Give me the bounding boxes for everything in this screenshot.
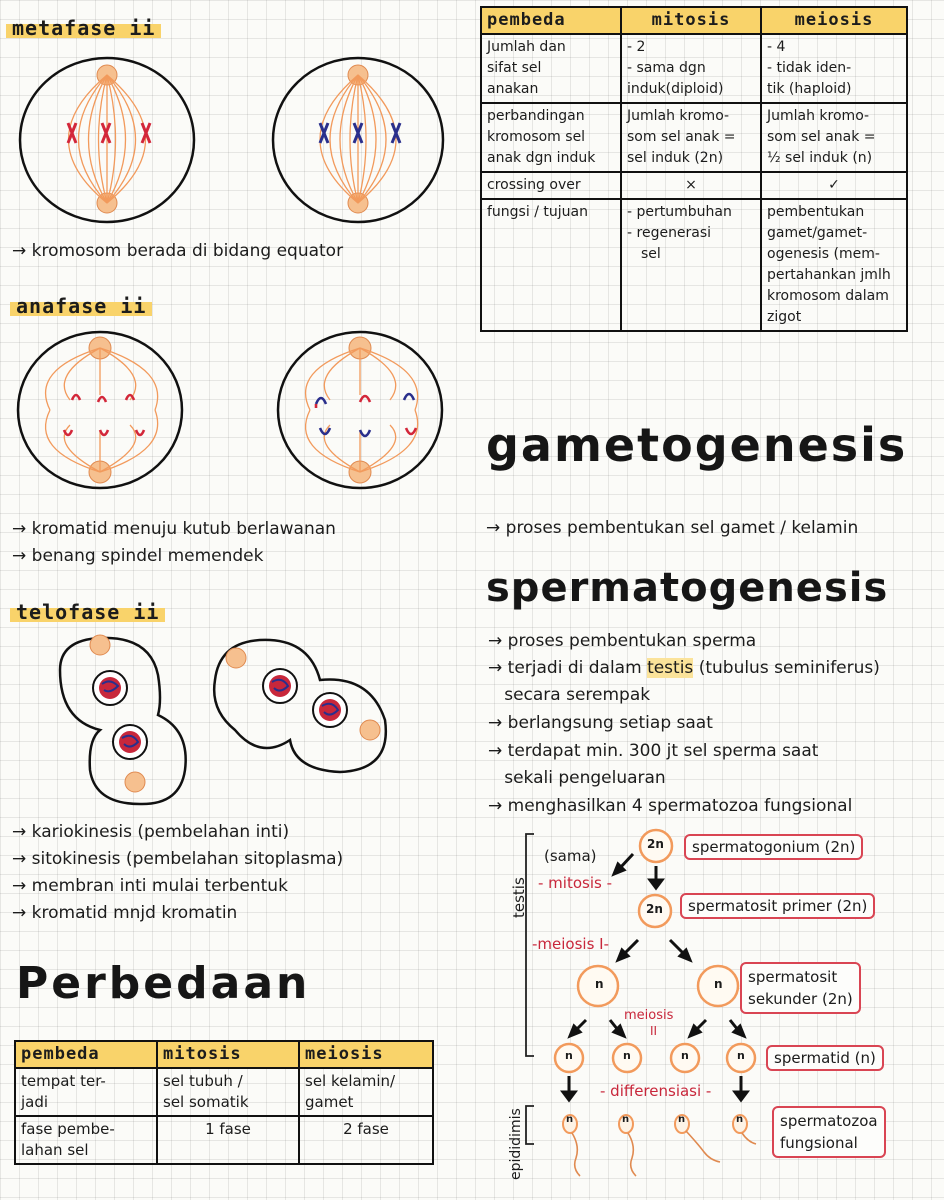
spermatozoa-line-1: spermatozoa xyxy=(780,1112,878,1130)
cell-n-label: n xyxy=(595,977,604,991)
cell-2n-label: 2n xyxy=(646,902,663,916)
cell-n-label: n xyxy=(681,1049,689,1062)
perbedaan-table xyxy=(14,1040,434,1165)
spermatosit-sekunder-label xyxy=(740,962,861,1014)
metafase-note: → kromosom berada di bidang equator xyxy=(12,241,344,261)
table-cell: Jumlah kromo- xyxy=(627,108,730,124)
comparison-header-mitosis: mitosis xyxy=(621,7,761,34)
telofase-diagram xyxy=(40,620,400,810)
table-cell: Jumlah dan xyxy=(487,39,566,55)
cell-n-label: n xyxy=(622,1114,630,1125)
perbedaan-title: Perbedaan xyxy=(16,958,311,1009)
meiosis-2-label: meiosis xyxy=(624,1008,674,1023)
testis-side-label: testis xyxy=(510,877,528,918)
comparison-header-meiosis: meiosis xyxy=(761,7,907,34)
table-cell: - regenerasi xyxy=(627,225,712,241)
anafase-title: anafase ii xyxy=(10,292,152,320)
spermatogenesis-note-4: → berlangsung setiap saat xyxy=(488,713,713,733)
table-cell: pembentukan xyxy=(767,204,865,220)
table-cell: × xyxy=(685,177,697,193)
meiosis-1-label: -meiosis I- xyxy=(532,935,609,953)
cell-n-label: n xyxy=(737,1049,745,1062)
table-cell: anak dgn induk xyxy=(487,150,596,166)
spermatozoa-line-2: fungsional xyxy=(780,1134,858,1152)
table-row xyxy=(481,34,907,103)
telofase-note-4: → kromatid mnjd kromatin xyxy=(12,903,238,923)
table-row xyxy=(481,103,907,172)
table-cell: - sama dgn xyxy=(627,60,706,76)
spermatogenesis-note-6: sekali pengeluaran xyxy=(488,768,666,788)
table-cell: gamet/gamet- xyxy=(767,225,868,241)
testis-highlight: testis xyxy=(647,658,694,678)
spermatogenesis-note-2 xyxy=(488,655,880,682)
perbedaan-header-meiosis: meiosis xyxy=(299,1041,433,1068)
table-cell: Jumlah kromo- xyxy=(767,108,870,124)
table-row xyxy=(15,1116,433,1164)
testis-rest: (tubulus seminiferus) xyxy=(693,658,880,678)
meiosis-2-roman: II xyxy=(650,1024,658,1038)
cell-n-label: n xyxy=(566,1114,574,1125)
mitosis-label: - mitosis - xyxy=(538,874,612,892)
gametogenesis-note: → proses pembentukan sel gamet / kelamin xyxy=(486,518,859,538)
table-cell: crossing over xyxy=(487,177,581,193)
table-cell: - tidak iden- xyxy=(767,60,852,76)
comparison-header-pembeda: pembeda xyxy=(481,7,621,34)
spermatogenesis-note-1: → proses pembentukan sperma xyxy=(488,631,757,651)
table-cell: - 4 xyxy=(767,39,786,55)
table-cell: 2 fase xyxy=(343,1120,389,1138)
perbedaan-header-pembeda: pembeda xyxy=(15,1041,157,1068)
table-cell: perbandingan xyxy=(487,108,585,124)
table-cell: induk(diploid) xyxy=(627,81,724,97)
table-cell: - pertumbuhan xyxy=(627,204,732,220)
table-cell: ½ sel induk (n) xyxy=(767,150,873,166)
table-cell: tempat ter- xyxy=(21,1072,106,1090)
telofase-note-3: → membran inti mulai terbentuk xyxy=(12,876,288,896)
metafase-title: metafase ii xyxy=(6,14,161,42)
perbedaan-header-mitosis: mitosis xyxy=(157,1041,299,1068)
comparison-table xyxy=(480,6,908,332)
cell-n-label: n xyxy=(678,1114,686,1125)
table-cell: fase pembe- xyxy=(21,1120,115,1138)
table-row xyxy=(15,1068,433,1116)
table-cell: som sel anak = xyxy=(627,129,736,145)
gametogenesis-title: gametogenesis xyxy=(486,418,908,472)
spermatosit-sekunder-line-2: sekunder (2n) xyxy=(748,990,853,1008)
spermatogenesis-title: spermatogenesis xyxy=(486,565,889,611)
table-cell: sel tubuh / xyxy=(163,1072,243,1090)
anafase-note-1: → kromatid menuju kutub berlawanan xyxy=(12,519,336,539)
table-cell: ✓ xyxy=(828,177,840,193)
spermatogenesis-note-5: → terdapat min. 300 jt sel sperma saat xyxy=(488,741,819,761)
cell-n-label: n xyxy=(565,1049,573,1062)
table-cell: sel induk (2n) xyxy=(627,150,724,166)
table-cell: sel somatik xyxy=(163,1093,249,1111)
table-cell: lahan sel xyxy=(21,1141,89,1159)
diferensiasi-label: - differensiasi - xyxy=(600,1082,712,1100)
telofase-note-1: → kariokinesis (pembelahan inti) xyxy=(12,822,290,842)
table-cell: zigot xyxy=(767,309,802,325)
table-cell: jadi xyxy=(21,1093,49,1111)
anafase-diagram xyxy=(10,330,450,495)
spermatid-label: spermatid (n) xyxy=(766,1045,884,1071)
cell-n-label: n xyxy=(714,977,723,991)
table-cell: kromosom sel xyxy=(487,129,586,145)
table-cell: sel xyxy=(641,246,661,262)
table-row xyxy=(481,172,907,199)
spermatogonium-label: spermatogonium (2n) xyxy=(684,834,863,860)
spermatogenesis-note-3: secara serempak xyxy=(488,685,651,705)
table-cell: anakan xyxy=(487,81,539,97)
spermatogenesis-note-2-text: → terjadi di dalam xyxy=(488,658,648,678)
table-cell: gamet xyxy=(305,1093,354,1111)
metafase-diagram xyxy=(10,55,450,225)
spermatozoa-label xyxy=(772,1106,886,1158)
table-row xyxy=(481,199,907,331)
table-cell: fungsi / tujuan xyxy=(487,204,588,220)
table-cell: pertahankan jmlh xyxy=(767,267,891,283)
sama-label: (sama) xyxy=(544,847,597,865)
cell-n-label: n xyxy=(736,1114,744,1125)
table-cell: sel kelamin/ xyxy=(305,1072,396,1090)
table-cell: som sel anak = xyxy=(767,129,876,145)
table-cell: 1 fase xyxy=(205,1120,251,1138)
table-cell: - 2 xyxy=(627,39,646,55)
spermatogenesis-note-7: → menghasilkan 4 spermatozoa fungsional xyxy=(488,796,853,816)
anafase-note-2: → benang spindel memendek xyxy=(12,546,264,566)
cell-2n-label: 2n xyxy=(647,837,664,851)
spermatosit-primer-label: spermatosit primer (2n) xyxy=(680,893,875,919)
table-cell: kromosom dalam xyxy=(767,288,889,304)
table-cell: ogenesis (mem- xyxy=(767,246,880,262)
table-cell: sifat sel xyxy=(487,60,542,76)
spermatosit-sekunder-line-1: spermatosit xyxy=(748,968,838,986)
table-cell: tik (haploid) xyxy=(767,81,852,97)
epididimis-side-label: epididimis xyxy=(508,1108,524,1180)
telofase-note-2: → sitokinesis (pembelahan sitoplasma) xyxy=(12,849,344,869)
telofase-title: telofase ii xyxy=(10,598,165,626)
cell-n-label: n xyxy=(623,1049,631,1062)
